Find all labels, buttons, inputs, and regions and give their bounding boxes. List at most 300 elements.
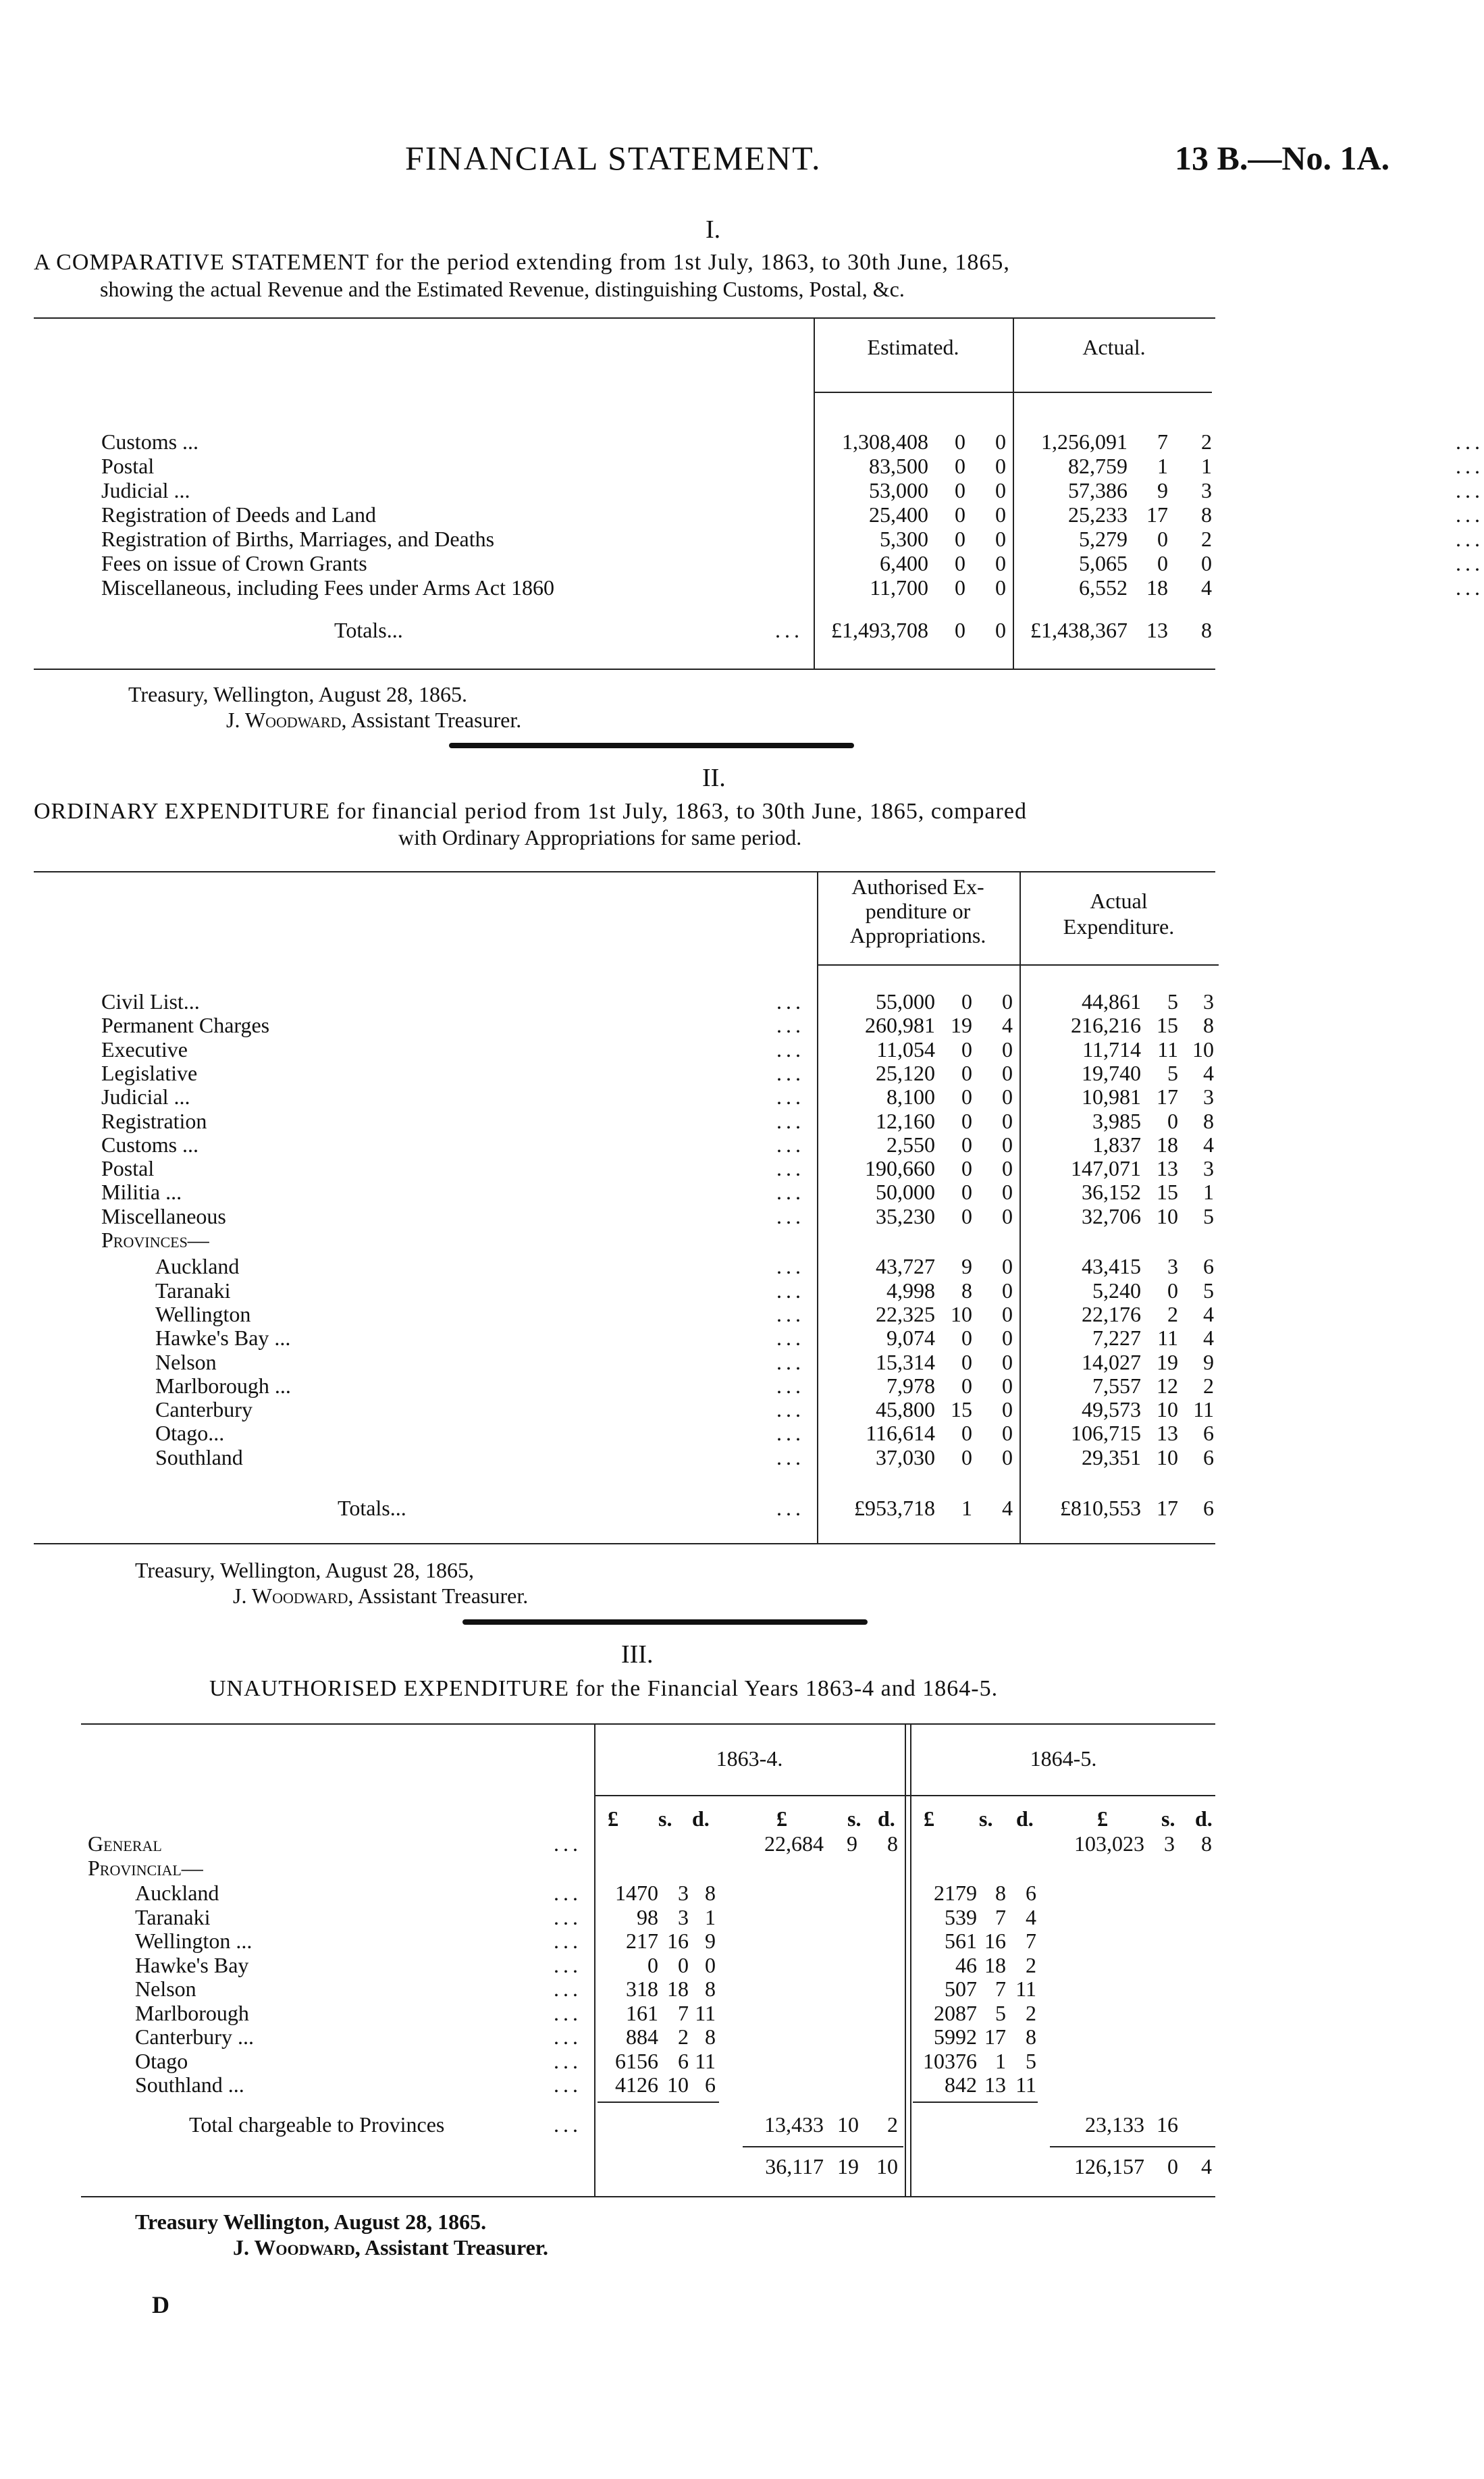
actual-pounds: 25,233	[1068, 502, 1128, 527]
actual-pence: 8	[1203, 1109, 1214, 1133]
col-head-authorised-line3: Appropriations.	[849, 923, 986, 947]
section-3-treasury-line: Treasury Wellington, August 28, 1865.	[135, 2210, 487, 2234]
province-1864-pence: 2	[1026, 2001, 1036, 2025]
provincial-row	[0, 1929, 1450, 1954]
actual-shillings: 17	[1157, 1085, 1178, 1109]
expenditure-label: Registration	[101, 1109, 207, 1133]
actual-shillings: 0	[1157, 551, 1168, 575]
actual-shillings: 15	[1157, 1180, 1178, 1204]
page-header-title: FINANCIAL STATEMENT.	[405, 139, 822, 177]
appropriation-pounds: 190,660	[865, 1156, 935, 1180]
expenditure-label: Militia ...	[101, 1180, 182, 1204]
actual-pence: 4	[1203, 1061, 1214, 1085]
general-1864-pence: 8	[1201, 1831, 1212, 1856]
province-1864-shillings: 5	[995, 2001, 1006, 2025]
province-1864-pence: 8	[1026, 2025, 1036, 2049]
actual-pounds: 106,715	[1071, 1421, 1141, 1445]
province-1864-pounds: 507	[945, 1977, 977, 2001]
estimated-pounds: 53,000	[869, 478, 928, 502]
appropriation-shillings: 10	[951, 1302, 972, 1326]
total-provinces-1863-shillings: 10	[837, 2112, 859, 2137]
revenue-label: Fees on issue of Crown Grants	[101, 551, 367, 575]
province-expenditure-row	[0, 1278, 1450, 1303]
leader-dots: ...	[1456, 527, 1484, 551]
estimated-pence: 0	[995, 429, 1006, 454]
section-1-top-rule	[34, 317, 1215, 319]
general-1863-pence: 8	[887, 1831, 898, 1856]
currency-units-row	[0, 1806, 1450, 1831]
provincial-row	[0, 2049, 1450, 2074]
actual-pence: 0	[1201, 551, 1212, 575]
leader-dots: ...	[1456, 454, 1484, 478]
actual-pounds: 5,279	[1079, 527, 1128, 551]
total-actual-pounds: £810,553	[1060, 1496, 1141, 1520]
expenditure-label: Canterbury	[155, 1397, 253, 1421]
province-1863-shillings: 3	[678, 1905, 689, 1929]
actual-shillings: 10	[1157, 1397, 1178, 1421]
section-1-signatory-name: J. Woodward,	[226, 708, 347, 732]
total-actual-shillings: 17	[1157, 1496, 1178, 1520]
appropriation-pence: 0	[1002, 1109, 1013, 1133]
estimated-pence: 0	[995, 551, 1006, 575]
actual-pence: 1	[1203, 1180, 1214, 1204]
grand-1863-shillings: 19	[837, 2154, 859, 2178]
leader-dots: ...	[554, 1881, 582, 1905]
actual-pounds: 6,552	[1079, 575, 1128, 600]
expenditure-label: Executive	[101, 1037, 188, 1062]
province-1864-pence: 6	[1026, 1881, 1036, 1905]
province-1863-pence: 8	[705, 2025, 716, 2049]
leader-dots: ...	[776, 1326, 805, 1350]
actual-shillings: 2	[1167, 1302, 1178, 1326]
appropriation-pounds: 116,614	[866, 1421, 935, 1445]
actual-pounds: 43,415	[1082, 1254, 1141, 1278]
general-label: General	[88, 1831, 162, 1856]
appropriation-pounds: 8,100	[886, 1085, 935, 1109]
appropriation-pence: 0	[1002, 1037, 1013, 1062]
leader-dots: ...	[776, 1180, 805, 1204]
province-1864-shillings: 7	[995, 1977, 1006, 2001]
section-3-numeral: III.	[621, 1640, 654, 1669]
appropriation-pounds: 12,160	[876, 1109, 935, 1133]
grand-total-row	[0, 2154, 1450, 2179]
actual-shillings: 17	[1146, 502, 1168, 527]
section-3-top-rule	[81, 1723, 1215, 1725]
province-1863-shillings: 0	[678, 1953, 689, 1977]
expenditure-label: Otago...	[155, 1421, 225, 1445]
provincial-row	[0, 1953, 1450, 1978]
province-1863-pence: 11	[695, 2049, 716, 2073]
total-provinces-1863-pounds: 13,433	[764, 2112, 824, 2137]
currency-unit-label: s.	[658, 1806, 672, 1831]
province-expenditure-row	[0, 1397, 1450, 1422]
appropriation-pence: 0	[1002, 1278, 1013, 1303]
currency-unit-label: £	[776, 1806, 787, 1831]
appropriation-pence: 0	[1002, 1302, 1013, 1326]
section-1-signatory-title: Assistant Treasurer.	[350, 708, 522, 732]
estimated-shillings: 0	[955, 454, 965, 478]
provincial-label: Hawke's Bay	[135, 1953, 249, 1977]
leader-dots: ...	[554, 2001, 582, 2025]
actual-pounds: 29,351	[1082, 1445, 1141, 1469]
col-head-authorised	[818, 875, 1017, 947]
section-3-bottom-rule	[81, 2196, 1215, 2197]
section-1-header-rule	[814, 392, 1212, 393]
estimated-pence: 0	[995, 527, 1006, 551]
appropriation-pence: 0	[1002, 1445, 1013, 1469]
currency-unit-label: d.	[878, 1806, 895, 1831]
province-1863-pounds: 161	[626, 2001, 658, 2025]
provincial-row	[0, 2072, 1450, 2097]
revenue-label: Customs ...	[101, 429, 199, 454]
revenue-label: Registration of Deeds and Land	[101, 502, 376, 527]
actual-pounds: 216,216	[1071, 1013, 1141, 1037]
actual-pounds: 5,065	[1079, 551, 1128, 575]
section-2-numeral: II.	[702, 764, 726, 792]
expenditure-label: Judicial ...	[101, 1085, 190, 1109]
col-head-1863-4: 1863-4.	[716, 1746, 783, 1771]
expenditure-row	[0, 1085, 1450, 1110]
actual-pounds: 22,176	[1082, 1302, 1141, 1326]
expenditure-totals-row	[0, 1496, 1450, 1521]
province-1863-shillings: 10	[667, 2072, 689, 2097]
section-1-numeral: I.	[706, 215, 721, 244]
actual-pounds: 1,837	[1092, 1132, 1141, 1157]
expenditure-row	[0, 1037, 1450, 1062]
revenue-row	[0, 551, 1484, 576]
currency-unit-label: s.	[847, 1806, 862, 1831]
section-2-header-rule	[817, 964, 1219, 966]
estimated-shillings: 0	[955, 429, 965, 454]
section-2-signatory-name: J. Woodward,	[233, 1584, 354, 1608]
province-expenditure-row	[0, 1302, 1450, 1327]
province-expenditure-row	[0, 1350, 1450, 1375]
total-provinces-row	[0, 2112, 1450, 2137]
leader-dots: ...	[554, 1953, 582, 1977]
appropriation-pence: 0	[1002, 1061, 1013, 1085]
totals-label: Totals...	[338, 1496, 406, 1520]
general-1863-pounds: 22,684	[764, 1831, 824, 1856]
appropriation-pence: 0	[1002, 1180, 1013, 1204]
appropriation-shillings: 0	[961, 1085, 972, 1109]
revenue-row	[0, 478, 1484, 503]
province-1864-pence: 5	[1026, 2049, 1036, 2073]
currency-unit-label: s.	[1161, 1806, 1175, 1831]
signature-letter: D	[152, 2291, 169, 2318]
col-head-estimated: Estimated.	[867, 335, 959, 359]
provincial-label: Nelson	[135, 1977, 196, 2001]
expenditure-row	[0, 1204, 1450, 1229]
total-actual-pounds: £1,438,367	[1030, 618, 1128, 642]
appropriation-shillings: 19	[951, 1013, 972, 1037]
provincial-heading-label: Provincial—	[88, 1856, 203, 1880]
appropriation-shillings: 0	[961, 1109, 972, 1133]
appropriation-pence: 4	[1002, 1013, 1013, 1037]
appropriation-pence: 0	[1002, 1326, 1013, 1350]
estimated-shillings: 0	[955, 527, 965, 551]
province-expenditure-row	[0, 1445, 1450, 1470]
province-1863-pence: 8	[705, 1977, 716, 2001]
actual-pence: 2	[1201, 429, 1212, 454]
expenditure-label: Wellington	[155, 1302, 251, 1326]
appropriation-pence: 0	[1002, 1132, 1013, 1157]
col-head-actual-line2: Expenditure.	[1063, 914, 1175, 939]
provincial-row	[0, 2001, 1450, 2026]
estimated-pounds: 11,700	[870, 575, 928, 600]
leader-dots: ...	[776, 1496, 805, 1520]
grand-1863-pounds: 36,117	[765, 2154, 824, 2178]
expenditure-row	[0, 1156, 1450, 1181]
leader-dots: ...	[776, 1350, 805, 1374]
totals-label: Totals...	[334, 618, 403, 642]
provincial-label: Southland ...	[135, 2072, 244, 2097]
province-1864-pounds: 2179	[934, 1881, 977, 1905]
expenditure-label: Auckland	[155, 1254, 240, 1278]
appropriation-shillings: 0	[961, 1204, 972, 1228]
section-2-treasury-line: Treasury, Wellington, August 28, 1865,	[135, 1558, 475, 1582]
expenditure-label: Taranaki	[155, 1278, 231, 1303]
total-appropriation-pence: 4	[1002, 1496, 1013, 1520]
section-3-intro: UNAUTHORISED EXPENDITURE for the Financial Years 1863-4 and 1864-5.	[209, 1676, 999, 1701]
total-provinces-1864-pounds: 23,133	[1085, 2112, 1144, 2137]
actual-shillings: 0	[1157, 527, 1168, 551]
expenditure-row	[0, 1132, 1450, 1157]
leader-dots: ...	[775, 618, 803, 642]
actual-shillings: 19	[1157, 1350, 1178, 1374]
currency-unit-label: s.	[979, 1806, 993, 1831]
section-3-signatory-title: Assistant Treasurer.	[365, 2235, 549, 2260]
leader-dots: ...	[776, 1204, 805, 1228]
actual-shillings: 15	[1157, 1013, 1178, 1037]
province-1863-shillings: 18	[667, 1977, 689, 2001]
province-expenditure-row	[0, 1254, 1450, 1279]
actual-shillings: 0	[1167, 1109, 1178, 1133]
section-3-header-rule	[594, 1795, 1215, 1796]
appropriation-pounds: 45,800	[876, 1397, 935, 1421]
province-1863-shillings: 7	[678, 2001, 689, 2025]
actual-pounds: 11,714	[1082, 1037, 1141, 1062]
appropriation-pence: 0	[1002, 1085, 1013, 1109]
revenue-row	[0, 429, 1484, 454]
actual-pence: 3	[1203, 989, 1214, 1014]
actual-shillings: 11	[1157, 1326, 1178, 1350]
province-1864-pence: 11	[1015, 2072, 1036, 2097]
province-1863-pounds: 1470	[615, 1881, 658, 1905]
actual-pence: 4	[1203, 1302, 1214, 1326]
province-1864-pounds: 842	[945, 2072, 977, 2097]
total-provinces-label: Total chargeable to Provinces	[189, 2112, 445, 2137]
actual-shillings: 18	[1157, 1132, 1178, 1157]
expenditure-row	[0, 1109, 1450, 1134]
estimated-pounds: 83,500	[869, 454, 928, 478]
actual-pence: 5	[1203, 1278, 1214, 1303]
actual-pounds: 14,027	[1082, 1350, 1141, 1374]
provincial-label: Canterbury ...	[135, 2025, 254, 2049]
expenditure-label: Hawke's Bay ...	[155, 1326, 291, 1350]
appropriation-shillings: 8	[961, 1278, 972, 1303]
section-2-top-rule	[34, 871, 1215, 872]
appropriation-pounds: 25,120	[876, 1061, 935, 1085]
appropriation-pence: 0	[1002, 1350, 1013, 1374]
revenue-row	[0, 502, 1484, 527]
currency-unit-label: d.	[1195, 1806, 1213, 1831]
actual-pounds: 1,256,091	[1041, 429, 1128, 454]
grand-1864-rule	[1050, 2146, 1215, 2147]
actual-pence: 5	[1203, 1204, 1214, 1228]
provincial-row	[0, 2025, 1450, 2050]
leader-dots: ...	[1456, 551, 1484, 575]
section-1-bottom-rule	[34, 669, 1215, 670]
grand-1863-rule	[743, 2146, 903, 2147]
total-estimated-pence: 0	[995, 618, 1006, 642]
province-1863-pence: 9	[705, 1929, 716, 1953]
section-2-separator-bar	[462, 1619, 868, 1625]
appropriation-shillings: 0	[961, 1132, 972, 1157]
col-head-authorised-line1: Authorised Ex-	[851, 875, 984, 899]
revenue-row	[0, 575, 1484, 600]
appropriation-pence: 0	[1002, 1374, 1013, 1398]
province-1863-shillings: 16	[667, 1929, 689, 1953]
expenditure-label: Nelson	[155, 1350, 217, 1374]
province-1863-pence: 8	[705, 1881, 716, 1905]
total-provinces-1863-pence: 2	[887, 2112, 898, 2137]
expenditure-row	[0, 989, 1450, 1014]
appropriation-pence: 0	[1002, 1397, 1013, 1421]
province-1864-pence: 2	[1026, 1953, 1036, 1977]
expenditure-label: Legislative	[101, 1061, 198, 1085]
provinces-heading-label: Provinces—	[101, 1228, 209, 1252]
province-1864-shillings: 8	[995, 1881, 1006, 1905]
actual-pence: 2	[1201, 527, 1212, 551]
actual-pounds: 49,573	[1082, 1397, 1141, 1421]
leader-dots: ...	[776, 1061, 805, 1085]
provincial-label: Wellington ...	[135, 1929, 253, 1953]
province-1863-pounds: 217	[626, 1929, 658, 1953]
leader-dots: ...	[554, 1977, 582, 2001]
leader-dots: ...	[554, 1929, 582, 1953]
provincial-1863-sum-rule	[598, 2102, 719, 2103]
appropriation-pounds: 9,074	[886, 1326, 935, 1350]
province-1864-pounds: 10376	[923, 2049, 977, 2073]
total-estimated-shillings: 0	[955, 618, 965, 642]
revenue-label: Miscellaneous, including Fees under Arms Act 1860	[101, 575, 555, 600]
leader-dots: ...	[776, 1013, 805, 1037]
expenditure-label: Customs ...	[101, 1132, 199, 1157]
estimated-pounds: 25,400	[869, 502, 928, 527]
leader-dots: ...	[776, 1109, 805, 1133]
currency-unit-label: d.	[692, 1806, 710, 1831]
total-estimated-pounds: £1,493,708	[831, 618, 928, 642]
appropriation-shillings: 15	[951, 1397, 972, 1421]
actual-pounds: 7,557	[1092, 1374, 1141, 1398]
section-2-intro-line1: ORDINARY EXPENDITURE for financial period from 1st July, 1863, to 30th June, 1865, compared	[34, 799, 1027, 824]
leader-dots: ...	[776, 1085, 805, 1109]
province-1864-shillings: 7	[995, 1905, 1006, 1929]
appropriation-pence: 0	[1002, 1254, 1013, 1278]
section-2-bottom-rule	[34, 1543, 1215, 1544]
currency-unit-label: £	[924, 1806, 934, 1831]
grand-1863-pence: 10	[876, 2154, 898, 2178]
actual-pounds: 44,861	[1082, 989, 1141, 1014]
revenue-label: Judicial ...	[101, 478, 190, 502]
revenue-label: Postal	[101, 454, 155, 478]
leader-dots: ...	[776, 1302, 805, 1326]
province-1863-shillings: 2	[678, 2025, 689, 2049]
appropriation-shillings: 0	[961, 1180, 972, 1204]
expenditure-label: Miscellaneous	[101, 1204, 226, 1228]
leader-dots: ...	[776, 1445, 805, 1469]
revenue-row	[0, 527, 1484, 552]
province-expenditure-row	[0, 1326, 1450, 1351]
appropriation-shillings: 0	[961, 1061, 972, 1085]
estimated-shillings: 0	[955, 478, 965, 502]
appropriation-pounds: 37,030	[876, 1445, 935, 1469]
province-1863-pounds: 6156	[615, 2049, 658, 2073]
grand-1864-pounds: 126,157	[1074, 2154, 1144, 2178]
province-1863-shillings: 3	[678, 1881, 689, 1905]
actual-pounds: 7,227	[1092, 1326, 1141, 1350]
col-head-actual-expenditure	[1021, 888, 1217, 939]
province-1864-pence: 7	[1026, 1929, 1036, 1953]
revenue-totals-row	[0, 618, 1450, 643]
actual-pounds: 147,071	[1071, 1156, 1141, 1180]
leader-dots: ...	[554, 1831, 582, 1856]
expenditure-label: Civil List...	[101, 989, 200, 1014]
leader-dots: ...	[776, 1397, 805, 1421]
province-1864-pounds: 561	[945, 1929, 977, 1953]
actual-pence: 3	[1203, 1085, 1214, 1109]
estimated-pounds: 5,300	[880, 527, 928, 551]
appropriation-pounds: 15,314	[876, 1350, 935, 1374]
actual-pence: 3	[1203, 1156, 1214, 1180]
grand-1864-shillings: 0	[1167, 2154, 1178, 2178]
appropriation-shillings: 0	[961, 1037, 972, 1062]
section-3-signatory-name: J. Woodward,	[233, 2235, 361, 2260]
expenditure-label: Marlborough ...	[155, 1374, 291, 1398]
appropriation-pence: 0	[1002, 1204, 1013, 1228]
leader-dots: ...	[554, 2049, 582, 2073]
actual-pence: 3	[1201, 478, 1212, 502]
appropriation-shillings: 0	[961, 1156, 972, 1180]
page-number-ref: 13 B.—No. 1A.	[1175, 139, 1390, 177]
province-1864-pounds: 46	[955, 1953, 977, 1977]
actual-pence: 2	[1203, 1374, 1214, 1398]
col-head-actual-line1: Actual	[1090, 889, 1148, 913]
section-1-treasury-line: Treasury, Wellington, August 28, 1865.	[128, 682, 468, 706]
expenditure-row	[0, 1061, 1450, 1086]
leader-dots: ...	[1456, 502, 1484, 527]
estimated-pounds: 1,308,408	[842, 429, 928, 454]
actual-shillings: 5	[1167, 989, 1178, 1014]
appropriation-shillings: 0	[961, 1374, 972, 1398]
province-1863-pence: 6	[705, 2072, 716, 2097]
currency-unit-label: d.	[1016, 1806, 1034, 1831]
actual-pounds: 32,706	[1082, 1204, 1141, 1228]
actual-pence: 10	[1192, 1037, 1214, 1062]
leader-dots: ...	[1456, 575, 1484, 600]
appropriation-pence: 0	[1002, 1156, 1013, 1180]
leader-dots: ...	[776, 1037, 805, 1062]
actual-pence: 4	[1201, 575, 1212, 600]
actual-shillings: 11	[1157, 1037, 1178, 1062]
province-1864-shillings: 1	[995, 2049, 1006, 2073]
province-1864-pounds: 539	[945, 1905, 977, 1929]
actual-pounds: 5,240	[1092, 1278, 1141, 1303]
province-1864-shillings: 13	[984, 2072, 1006, 2097]
appropriation-pounds: 260,981	[865, 1013, 935, 1037]
estimated-shillings: 0	[955, 502, 965, 527]
provincial-label: Taranaki	[135, 1905, 211, 1929]
